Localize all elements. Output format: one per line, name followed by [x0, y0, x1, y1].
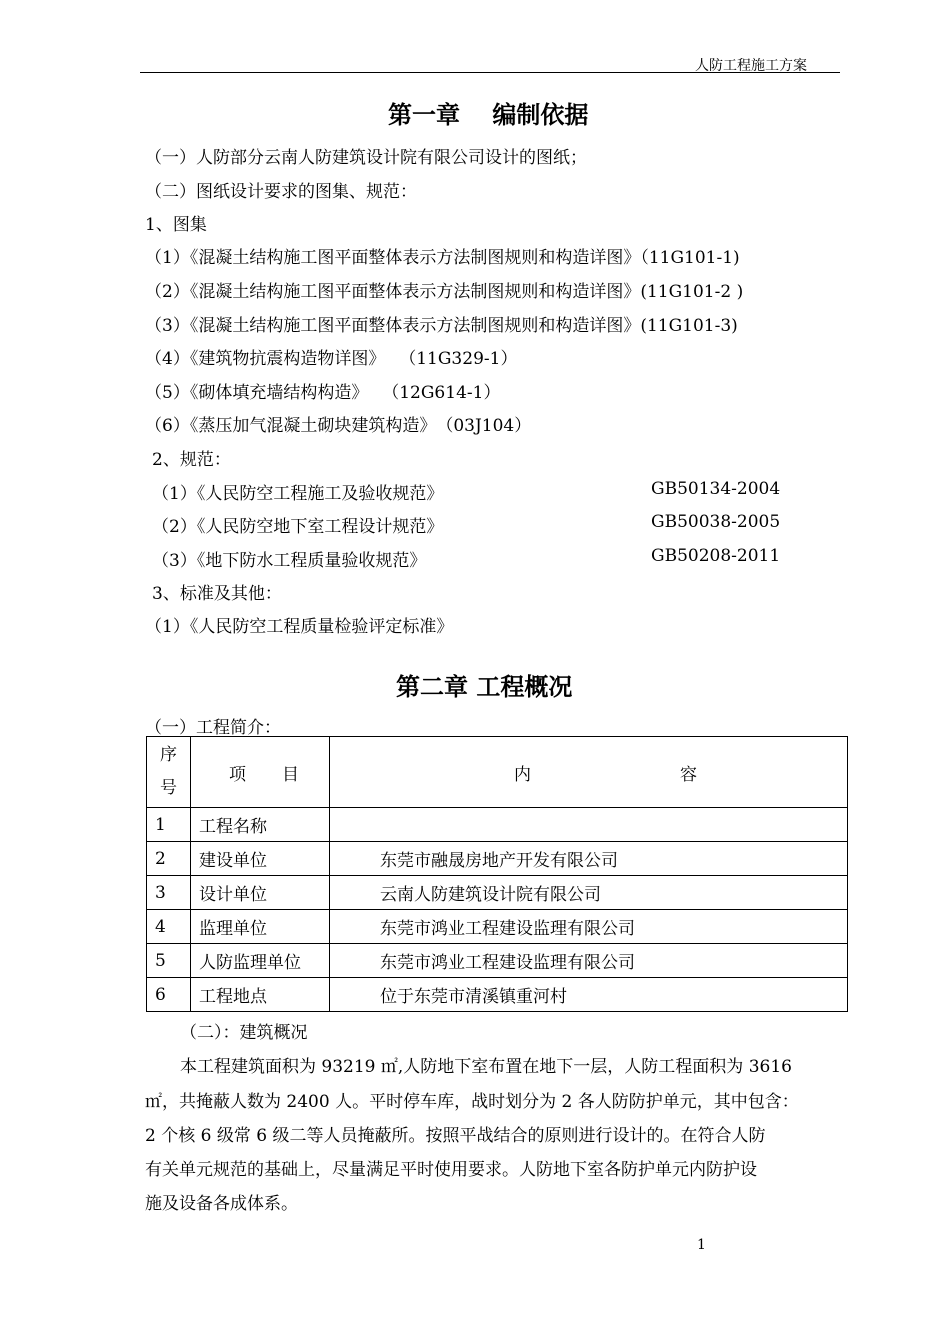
spec-heading: 2、规范：: [152, 450, 231, 470]
table-row: [147, 876, 848, 910]
header-content: [330, 737, 848, 808]
row-content: 云南人防建筑设计院有限公司: [330, 876, 848, 910]
row-no: 1: [147, 808, 191, 842]
table-row: [147, 842, 848, 876]
table-row: [147, 808, 848, 842]
row-item: 建设单位: [191, 842, 330, 876]
basis-line-1: （一）人防部分云南人防建筑设计院有限公司设计的图纸；: [145, 148, 587, 168]
row-content: 位于东莞市清溪镇重河村: [330, 978, 848, 1012]
atlas-item-3: （3）《混凝土结构施工图平面整体表示方法制图规则和构造详图》(11G101-3): [145, 316, 738, 336]
atlas-item-1: （1）《混凝土结构施工图平面整体表示方法制图规则和构造详图》（11G101-1): [145, 248, 740, 268]
overview-heading: （二）：建筑概况: [180, 1023, 308, 1043]
table-row: [147, 944, 848, 978]
table-header-row: [147, 737, 848, 808]
chapter1-title: 第一章 编制依据: [388, 100, 589, 129]
other-item-1: （1）《人民防空工程质量检验评定标准》: [145, 617, 454, 637]
atlas-item-4: （4）《建筑物抗震构造物详图》 （11G329-1）: [145, 349, 518, 369]
row-no: 4: [147, 910, 191, 944]
row-content: 东莞市鸿业工程建设监理有限公司: [330, 910, 848, 944]
overview-para-line-5: 施及设备各成体系。: [145, 1194, 298, 1214]
overview-para-line-3: 2 个核 6 级常 6 级二等人员掩蔽所。按照平战结合的原则进行设计的。在符合人防: [145, 1126, 766, 1146]
spec-name-1: （1）《人民防空工程施工及验收规范》: [152, 484, 444, 504]
intro-heading: （一）工程简介：: [145, 718, 281, 738]
row-item: 监理单位: [191, 910, 330, 944]
row-content: 东莞市融晟房地产开发有限公司: [330, 842, 848, 876]
header-no-bottom: 号: [160, 778, 177, 798]
header-item: [191, 737, 330, 808]
header-content-char-2: 容: [680, 764, 697, 785]
atlas-item-2: （2）《混凝土结构施工图平面整体表示方法制图规则和构造详图》(11G101-2 ): [145, 282, 744, 302]
page-number: 1: [697, 1237, 706, 1253]
basis-line-2: （二）图纸设计要求的图集、规范：: [145, 182, 417, 202]
table-row: [147, 910, 848, 944]
project-info-table: [146, 736, 848, 1012]
spec-name-3: （3）《地下防水工程质量验收规范》: [152, 551, 427, 571]
overview-para-line-2: ㎡，共掩蔽人数为 2400 人。平时停车库，战时划分为 2 各人防防护单元，其中包含：: [145, 1092, 799, 1112]
row-item: 设计单位: [191, 876, 330, 910]
overview-para-line-1: 本工程建筑面积为 93219 ㎡,人防地下室布置在地下一层，人防工程面积为 3616: [180, 1057, 792, 1077]
header-item-char-2: 目: [282, 764, 299, 785]
row-no: 6: [147, 978, 191, 1012]
spec-code-2: GB50038-2005: [651, 512, 781, 532]
table-row: [147, 978, 848, 1012]
spec-code-3: GB50208-2011: [651, 546, 781, 566]
row-item: 工程地点: [191, 978, 330, 1012]
atlas-heading: 1、图集: [145, 215, 207, 235]
header-no: [147, 737, 191, 808]
spec-name-2: （2）《人民防空地下室工程设计规范》: [152, 517, 444, 537]
row-content: [330, 808, 848, 842]
header-content-char-1: 内: [514, 764, 531, 785]
other-heading: 3、标准及其他：: [152, 584, 282, 604]
running-header: 人防工程施工方案: [695, 58, 807, 74]
row-item: 人防监理单位: [191, 944, 330, 978]
header-rule: [140, 72, 840, 73]
spec-code-1: GB50134-2004: [651, 479, 781, 499]
overview-para-line-4: 有关单元规范的基础上，尽量满足平时使用要求。人防地下室各防护单元内防护设: [145, 1160, 757, 1180]
header-item-char-1: 项: [229, 764, 246, 785]
row-no: 2: [147, 842, 191, 876]
atlas-item-6: （6）《蒸压加气混凝土砌块建筑构造》 （03J104）: [145, 416, 532, 436]
atlas-item-5: （5）《砌体填充墙结构构造》 （12G614-1）: [145, 383, 501, 403]
row-item: 工程名称: [191, 808, 330, 842]
row-content: 东莞市鸿业工程建设监理有限公司: [330, 944, 848, 978]
row-no: 5: [147, 944, 191, 978]
header-no-top: 序: [160, 745, 177, 765]
row-no: 3: [147, 876, 191, 910]
chapter2-title: 第二章 工程概况: [396, 672, 573, 701]
